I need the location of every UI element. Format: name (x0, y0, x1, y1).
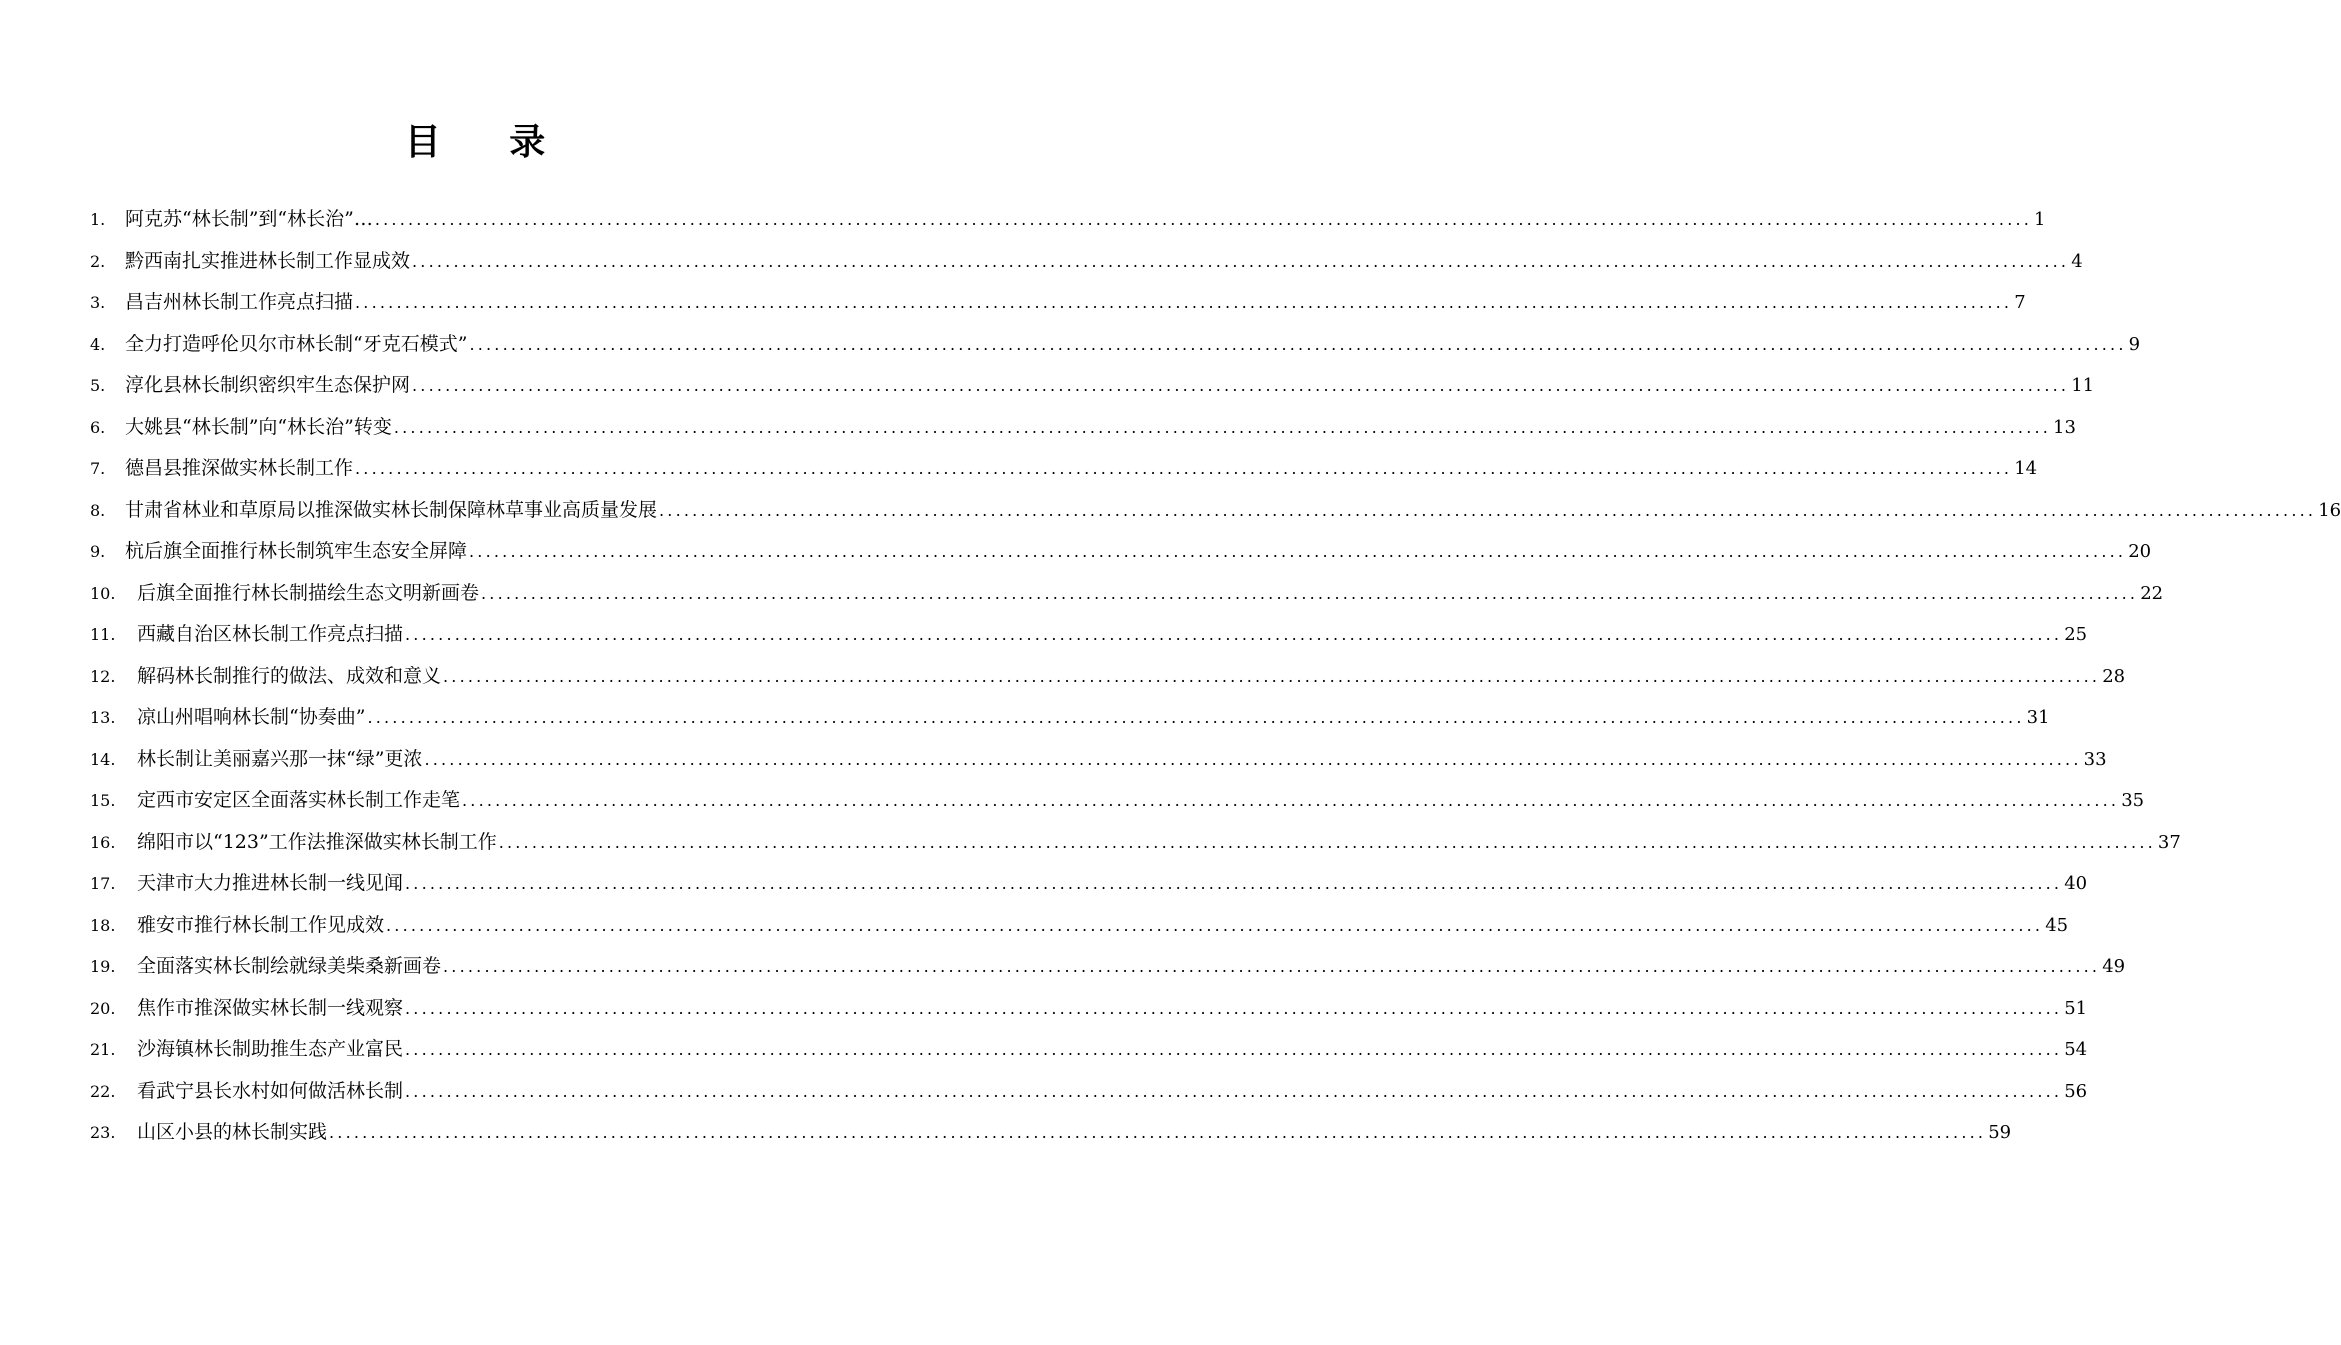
toc-entry-title: 看武宁县长水村如何做活林长制 (137, 1079, 404, 1102)
toc-entry-title: 大姚县“林长制”向“林长治”转变 (125, 415, 392, 438)
toc-entry[interactable] (90, 407, 2076, 449)
toc-entry-page-number: 54 (2064, 1039, 2088, 1060)
toc-dot-leader: ........................................................................................................................................................................................................ (405, 1081, 2063, 1101)
toc-entry[interactable] (90, 697, 2050, 739)
toc-dot-leader: ........................................................................................................................................................................................................ (498, 832, 2156, 852)
toc-entry[interactable] (90, 822, 2181, 864)
toc-entry-title: 天津市大力推进林长制一线见闻 (137, 872, 404, 894)
toc-entry-number: 1. (90, 210, 106, 229)
toc-entry[interactable] (90, 1029, 2088, 1071)
toc-entry-page-number: 31 (2026, 707, 2050, 728)
toc-entry-page-number: 49 (2102, 956, 2126, 977)
toc-entry-page-number: 56 (2064, 1080, 2088, 1102)
toc-dot-leader: ........................................................................................................................................................................................................ (355, 459, 2013, 478)
toc-entry-title: 山区小县的林长制实践 (137, 1121, 328, 1143)
toc-entry-title: 绵阳市以“123”工作法推深做实林长制工作 (137, 830, 497, 853)
toc-entry-page-number: 33 (2083, 748, 2107, 770)
toc-entry-title: 全力打造呼伦贝尔市林长制“牙克石模式” (125, 332, 468, 355)
toc-entry-page-number: 1 (2034, 209, 2046, 230)
toc-dot-leader: ........................................................................................................................................................................................................ (405, 998, 2063, 1018)
toc-entry-page-number: 28 (2102, 665, 2126, 687)
toc-dot-leader: ........................................................................................................................................................................................................ (405, 625, 2063, 644)
toc-entry-page-number: 22 (2140, 582, 2164, 604)
toc-entry[interactable] (90, 282, 2026, 324)
toc-entry-number: 5. (90, 376, 106, 395)
page-title: 目 录 (404, 122, 574, 163)
toc-entry[interactable] (90, 573, 2164, 615)
toc-entry-page-number: 40 (2064, 873, 2088, 894)
toc-entry-page-number: 45 (2045, 914, 2069, 936)
toc-entry-title: 沙海镇林长制助推生态产业富民 (137, 1038, 404, 1060)
toc-entry-number: 10. (90, 583, 116, 603)
toc-entry-number: 16. (90, 832, 116, 852)
toc-entry[interactable] (90, 780, 2145, 822)
toc-entry[interactable] (90, 614, 2088, 656)
toc-entry-page-number: 9 (2128, 333, 2141, 355)
toc-entry-page-number: 4 (2071, 250, 2083, 272)
toc-entry-number: 11. (90, 625, 116, 644)
toc-entry[interactable] (90, 324, 2141, 366)
toc-entry-number: 7. (90, 459, 106, 478)
toc-entry-page-number: 25 (2064, 624, 2088, 645)
toc-entry-title: 凉山州唱响林长制“协奏曲” (137, 706, 366, 728)
toc-entry[interactable] (90, 490, 2341, 532)
toc-entry-title: 林长制让美丽嘉兴那一抹“绿”更浓 (137, 747, 423, 770)
toc-entry-title: 杭后旗全面推行林长制筑牢生态安全屏障 (125, 540, 468, 562)
toc-entry-title: 全面落实林长制绘就绿美柴桑新画卷 (137, 955, 442, 977)
toc-entry[interactable] (90, 946, 2126, 988)
toc-entry-page-number: 7 (2014, 292, 2026, 313)
toc-entry-number: 15. (90, 791, 116, 810)
toc-entry-page-number: 37 (2157, 831, 2181, 853)
toc-entry-number: 23. (90, 1123, 116, 1142)
toc-entry-number: 9. (90, 542, 106, 561)
toc-entry-number: 20. (90, 998, 116, 1018)
toc-entry[interactable] (90, 905, 2069, 947)
table-of-contents (90, 199, 2341, 1154)
toc-entry-page-number: 59 (1988, 1122, 2012, 1143)
toc-entry-number: 17. (90, 874, 116, 893)
toc-entry-page-number: 11 (2071, 375, 2095, 396)
toc-entry[interactable] (90, 1112, 2012, 1154)
toc-dot-leader: ........................................................................................................................................................................................................ (469, 334, 2127, 354)
toc-entry-number: 19. (90, 957, 116, 976)
toc-dot-leader: ........................................................................................................................................................................................................ (659, 500, 2317, 520)
toc-dot-leader: ........................................................................................................................................................................................................ (462, 791, 2120, 810)
toc-entry-title: 甘肃省林业和草原局以推深做实林长制保障林草事业高质量发展 (125, 498, 658, 521)
toc-entry-number: 3. (90, 293, 106, 312)
toc-entry[interactable] (90, 739, 2107, 781)
toc-entry-number: 4. (90, 334, 106, 354)
toc-entry-title: 黔西南扎实推进林长制工作显成效 (125, 249, 411, 272)
toc-entry-title: 西藏自治区林长制工作亮点扫描 (137, 623, 404, 645)
toc-entry-number: 6. (90, 417, 106, 437)
toc-entry-page-number: 14 (2014, 458, 2038, 479)
toc-dot-leader: ........................................................................................................................................................................................................ (481, 583, 2139, 603)
toc-entry[interactable] (90, 863, 2088, 905)
toc-dot-leader: ........................................................................................................................................................................................................ (412, 251, 2070, 271)
toc-entry[interactable] (90, 1071, 2088, 1113)
toc-entry-title: 解码林长制推行的做法、成效和意义 (137, 664, 442, 687)
toc-entry-number: 14. (90, 749, 116, 769)
toc-entry-number: 18. (90, 915, 116, 935)
toc-dot-leader: ........................................................................................................................................................................................................ (405, 874, 2063, 893)
toc-entry[interactable] (90, 656, 2126, 698)
toc-entry-page-number: 20 (2128, 541, 2152, 562)
toc-dot-leader: ........................................................................................................................................................................................................ (443, 957, 2101, 976)
toc-entry-title: 定西市安定区全面落实林长制工作走笔 (137, 789, 461, 811)
toc-entry-title: 焦作市推深做实林长制一线观察 (137, 996, 404, 1019)
toc-entry[interactable] (90, 365, 2095, 407)
toc-dot-leader: ........................................................................................................................................................................................................ (374, 210, 2033, 229)
toc-entry-page-number: 13 (2053, 416, 2076, 438)
toc-dot-leader: ........................................................................................................................................................................................................ (329, 1123, 1987, 1142)
toc-dot-leader: ........................................................................................................................................................................................................ (367, 708, 2025, 727)
toc-entry[interactable] (90, 448, 2038, 490)
toc-dot-leader: ........................................................................................................................................................................................................ (412, 376, 2070, 395)
toc-dot-leader: ........................................................................................................................................................................................................ (405, 1040, 2063, 1059)
toc-dot-leader: ........................................................................................................................................................................................................ (355, 293, 2013, 312)
toc-entry-number: 2. (90, 251, 106, 271)
toc-entry[interactable] (90, 531, 2152, 573)
toc-entry-title: 昌吉州林长制工作亮点扫描 (125, 291, 354, 313)
toc-dot-leader: ........................................................................................................................................................................................................ (386, 915, 2044, 935)
toc-entry-page-number: 35 (2121, 790, 2145, 811)
toc-entry-number: 22. (90, 1081, 116, 1101)
toc-dot-leader: ........................................................................................................................................................................................................ (469, 542, 2127, 561)
toc-entry[interactable] (90, 199, 2046, 241)
toc-entry[interactable] (90, 241, 2083, 283)
toc-entry-number: 8. (90, 500, 106, 520)
toc-entry-page-number: 16 (2318, 499, 2341, 521)
toc-dot-leader: ........................................................................................................................................................................................................ (443, 666, 2101, 686)
toc-dot-leader: ........................................................................................................................................................................................................ (393, 417, 2052, 437)
toc-entry-page-number: 51 (2064, 997, 2088, 1019)
toc-entry-title: 德昌县推深做实林长制工作 (125, 457, 354, 479)
toc-entry-number: 12. (90, 666, 116, 686)
toc-entry-number: 13. (90, 708, 116, 727)
toc-entry-title: 淳化县林长制织密织牢生态保护网 (125, 374, 411, 396)
toc-entry-number: 21. (90, 1040, 116, 1059)
toc-entry-title: 阿克苏“林长制”到“林长治”… (125, 208, 373, 230)
toc-entry-title: 雅安市推行林长制工作见成效 (137, 913, 385, 936)
toc-entry-title: 后旗全面推行林长制描绘生态文明新画卷 (137, 581, 480, 604)
toc-entry[interactable] (90, 988, 2088, 1030)
toc-dot-leader: ........................................................................................................................................................................................................ (424, 749, 2082, 769)
